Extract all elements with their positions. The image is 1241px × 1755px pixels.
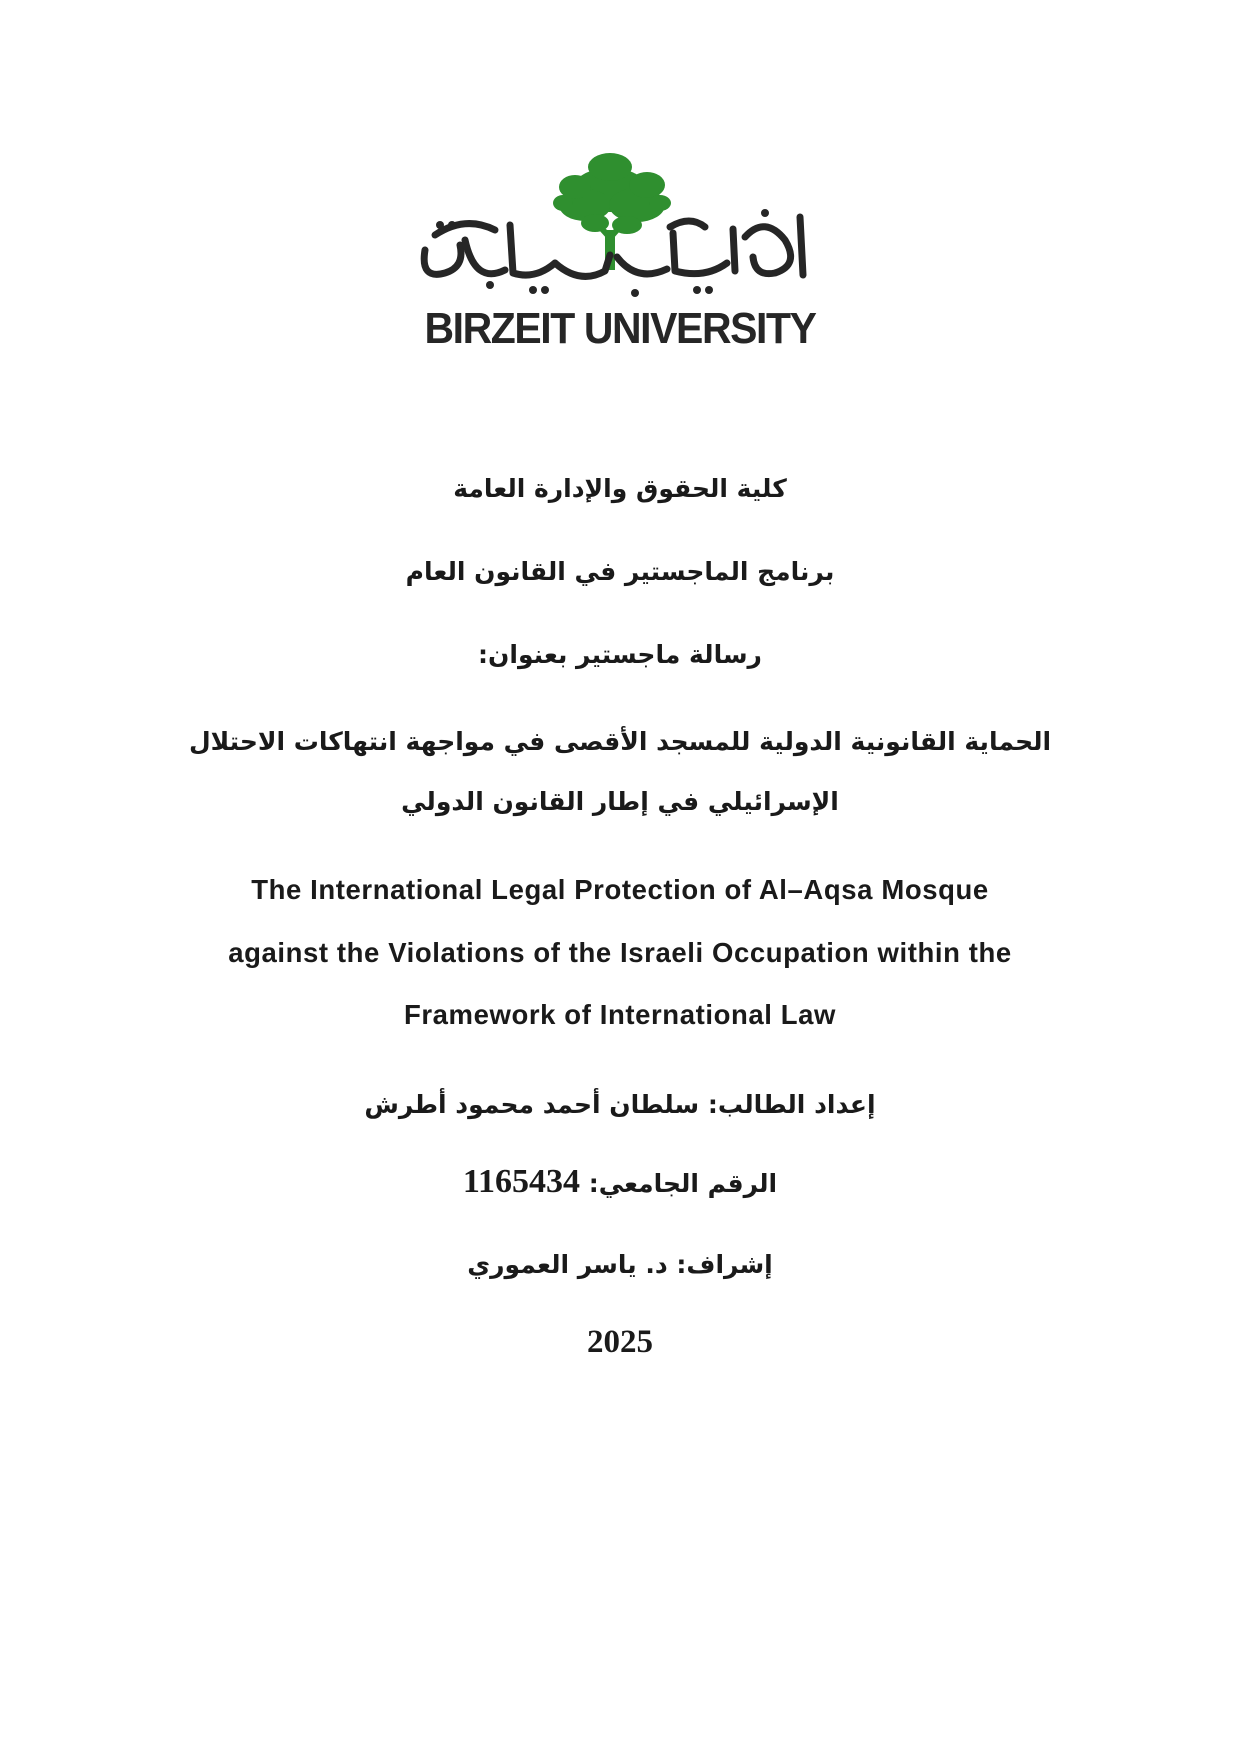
student-label: إعداد الطالب: (707, 1090, 876, 1119)
english-title-line-3: Framework of International Law (403, 999, 837, 1030)
supervisor-line (120, 1250, 1120, 1279)
arabic-title-line-1: الحماية القانونية الدولية للمسجد الأقصى في مواجهة انتهاكات الاحتلال (188, 727, 1052, 756)
arabic-title-line-2: الإسرائيلي في إطار القانون الدولي (401, 787, 839, 816)
student-line (120, 1090, 1120, 1119)
student-id-label: الرقم الجامعي: (588, 1169, 778, 1198)
student-id-value: 1165434 (462, 1163, 580, 1200)
supervisor-name: د. ياسر العموري (467, 1250, 668, 1279)
english-title-line-2: against the Violations of the Israeli Occupation within the (228, 937, 1012, 968)
year: 2025 (587, 1324, 653, 1360)
student-name: سلطان أحمد محمود أطرش (364, 1090, 700, 1119)
supervisor-label: إشراف: (676, 1250, 773, 1279)
university-name-english: BIRZEIT UNIVERSITY (424, 304, 816, 353)
program-name: برنامج الماجستير في القانون العام (405, 557, 835, 586)
faculty-name: كلية الحقوق والإدارة العامة (453, 474, 787, 503)
english-title-line-1: The International Legal Protection of Al–Aqsa Mosque (251, 874, 989, 905)
thesis-label: رسالة ماجستير بعنوان: (478, 640, 762, 669)
student-id-line (120, 1163, 1120, 1201)
